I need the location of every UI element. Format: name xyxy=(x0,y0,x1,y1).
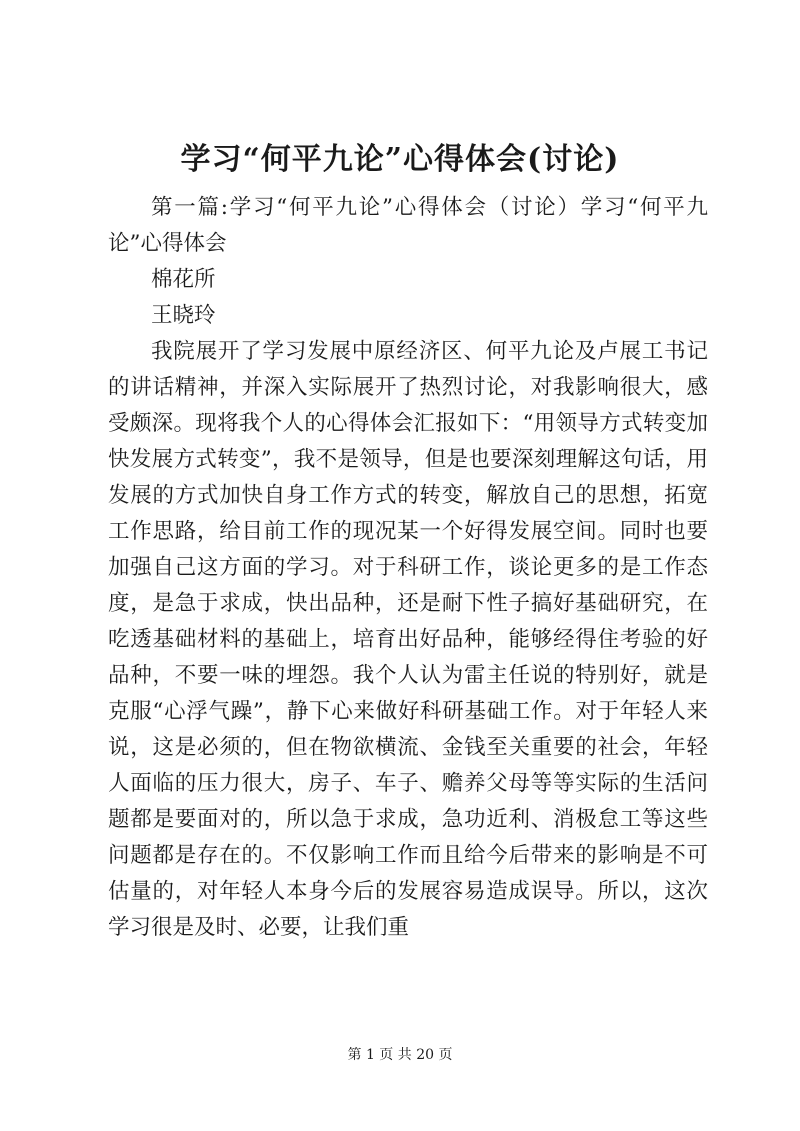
paragraph-author: 王晓玲 xyxy=(151,303,216,328)
paragraph-heading: 第一篇:学习“何平九论”心得体会（讨论）学习“何平九论”心得体会 xyxy=(108,195,708,256)
paragraph-main: 我院展开了学习发展中原经济区、何平九论及卢展工书记的讲话精神，并深入实际展开了热烈讨论，对我影响很大，感受颇深。现将我个人的心得体会汇报如下：“用领导方式转变加快发展方式转变”，我不是领导，但是也要深刻理解这句话，用发展的方式加快自身工作方式的转变，解放自己的思想，拓宽工作思路，给目前工作的现况某一个好得发展空间。同时也要加强自己这方面的学习。对于科研工作，谈论更多的是工作态度，是急于求成，快出品种，还是耐下性子搞好基础研究，在吃透基础材料的基础上，培育出好品种，能够经得住考验的好品种，不要一味的埋怨。我个人认为雷主任说的特别好，就是克服“心浮气躁”，静下心来做好科研基础工作。对于年轻人来说，这是必须的，但在物欲横流、金钱至关重要的社会，年轻人面临的压力很大，房子、车子、赡养父母等等实际的生活问题都是要面对的，所以急于求成，急功近利、消极怠工等这些问题都是存在的。不仅影响工作而且给今后带来的影响是不可估量的，对年轻人本身今后的发展容易造成误导。所以，这次学习很是及时、必要，让我们重 xyxy=(108,339,708,940)
document-title: 学习“何平九论”心得体会(讨论) xyxy=(180,142,620,177)
page-footer: 第 1 页 共 20 页 xyxy=(347,1047,453,1063)
document-body xyxy=(108,190,708,946)
paragraph-institute: 棉花所 xyxy=(151,267,216,292)
